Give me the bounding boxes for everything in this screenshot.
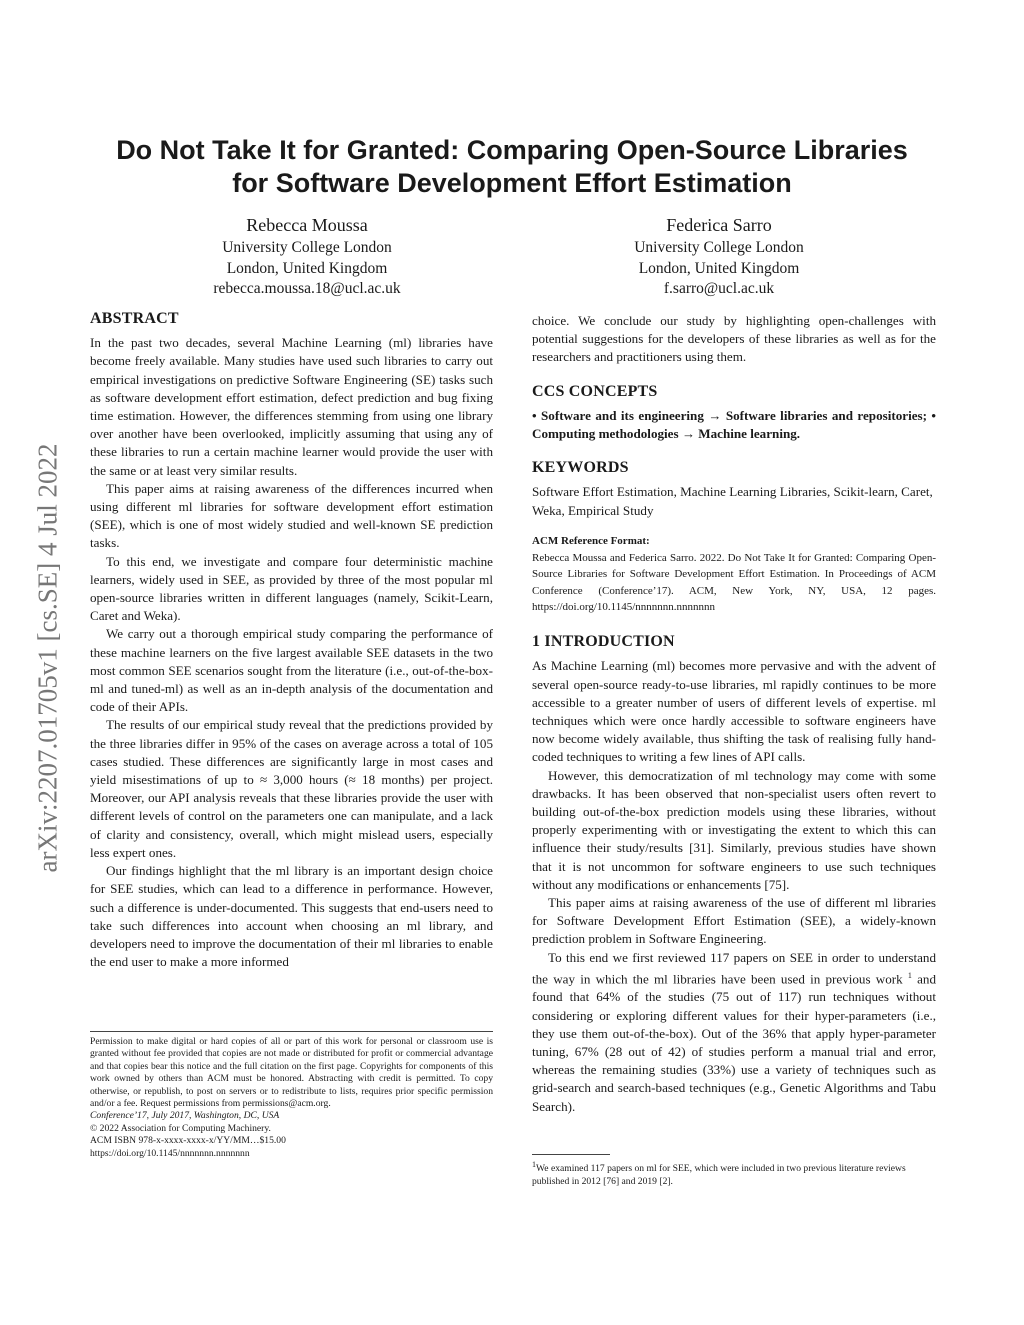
isbn-line: ACM ISBN 978-x-xxxx-xxxx-x/YY/MM…$15.00 — [90, 1135, 286, 1147]
abstract-paragraph: We carry out a thorough empirical study comparing the performance of these machine learners on the five largest available SEE datasets in the two most common SEE scenarios sought from the literature (i.e., out-of-the-box-ml and tuned-ml) as well as an in-depth analysis of the documentation and code of their APIs. — [90, 626, 493, 715]
abstract-paragraph: The results of our empirical study reveal that the predictions provided by the three libraries differ in 95% of the cases on average across a total of 105 cases studied. These differences are significantly large in most cases and yield misestimations of up to ≈ 3,000 hours (≈ 18 months) per project. Moreover, our API analysis reveals that these libraries provide the user with different levels of control on the parameters one can manipulate, and a lack of clarity and consistency, overall, which might mislead users, especially less expert ones. — [90, 717, 493, 860]
footnote-rule — [532, 1154, 610, 1155]
ccs-heading: CCS CONCEPTS — [532, 382, 658, 400]
author-location: London, United Kingdom — [226, 259, 388, 277]
author-block — [569, 214, 869, 300]
keywords-heading: KEYWORDS — [532, 459, 629, 477]
author-name: Rebecca Moussa — [246, 215, 368, 235]
intro-paragraph: As Machine Learning (ml) becomes more pervasive and with the advent of several open-source ready-to-use libraries, ml rapidly continues to be more accessible to a greater number of users of different levels of expertise. ml techniques which were once hardly accessible to software engineers have now become widely available, thus shifting the task of realising fully hand-coded techniques to writing a few lines of API calls. — [532, 658, 936, 765]
footnote — [532, 1154, 936, 1188]
right-column — [532, 312, 936, 1116]
acm-ref-heading: ACM Reference Format: — [532, 534, 650, 547]
intro-p4-end: and found that 64% of the studies (75 out of 117) run techniques without considering or exploring different values for their hyper-parameters (i.e., they use them out-of-the-box). Out of the 36% that apply hyper-parameter tuning, 67% (28 out of 42) of studies perform a manual trial and error, whereas the remaining studies (33%) use a variety of techniques such as grid-search and search-based techniques (e.g., Genetic Algorithms and Tabu Search). — [532, 971, 936, 1114]
conference-line: Conference’17, July 2017, Washington, DC, USA — [90, 1110, 280, 1122]
footnote-rule — [90, 1031, 493, 1032]
intro-p4-start: To this end we first reviewed 117 papers on SEE in order to understand the way in which the ml libraries have been used in previous work — [532, 949, 936, 987]
permission-block — [90, 1031, 493, 1160]
keywords-text: Software Effort Estimation, Machine Learning Libraries, Scikit-learn, Caret, Weka, Empirical Study — [532, 484, 933, 518]
intro-paragraph — [532, 949, 936, 1116]
author-email[interactable]: f.sarro@ucl.ac.uk — [663, 280, 775, 297]
doi-link[interactable]: https://doi.org/10.1145/nnnnnnn.nnnnnnn — [90, 1147, 250, 1159]
author-location: London, United Kingdom — [638, 259, 800, 277]
intro-heading: 1 INTRODUCTION — [532, 633, 675, 651]
author-affiliation: University College London — [222, 239, 392, 256]
footnote-ref[interactable]: 1 — [907, 970, 912, 980]
author-affiliation: University College London — [634, 239, 804, 256]
abstract-heading: ABSTRACT — [90, 310, 179, 327]
author-block — [157, 214, 457, 300]
title-line-2: for Software Development Effort Estimation — [232, 168, 792, 198]
footnote-mark: 1 — [532, 1160, 536, 1169]
left-column — [90, 310, 493, 971]
author-name: Federica Sarro — [666, 215, 772, 235]
arxiv-id: arXiv:2207.01705v1 [cs.SE] 4 Jul 2022 — [32, 443, 63, 872]
intro-paragraph: This paper aims at raising awareness of the use of different ml libraries for Software Development Effort Estimation (SEE), a widely-known prediction problem in Software Engineering. — [532, 895, 936, 947]
arxiv-stamp — [28, 380, 68, 935]
abstract-paragraph: In the past two decades, several Machine Learning (ml) libraries have become freely available. Many studies have used such libraries to carry out empirical investigations on predictive Software Engineering (SE) tasks such as software development effort estimation, defect prediction and bug fixing time estimation. However, the differences stemming from using one library over another have been overlooked, implicitly assuming that using any of these libraries to run a certain machine learner would provide the user with the same or at least very similar results. — [90, 335, 493, 478]
copyright-line: © 2022 Association for Computing Machinery. — [90, 1122, 271, 1134]
title-line-1: Do Not Take It for Granted: Comparing Open-Source Libraries — [116, 135, 908, 165]
author-email[interactable]: rebecca.moussa.18@ucl.ac.uk — [213, 280, 401, 297]
abstract-paragraph: To this end, we investigate and compare four deterministic machine learners, widely used in SEE, as provided by three of the most popular ml open-source libraries written in different languages (namely, Scikit-Learn, Caret and Weka). — [90, 553, 493, 624]
abstract-continuation: choice. We conclude our study by highlighting open-challenges with potential suggestions for the developers of these libraries as well as for the researchers and practitioners using them. — [532, 313, 936, 365]
footnote-text: We examined 117 papers on ml for SEE, which were included in two previous literature reviews published in 2012 [76] and 2019 [2]. — [532, 1163, 906, 1187]
acm-ref-text: Rebecca Moussa and Federica Sarro. 2022. Do Not Take It for Granted: Comparing Open-Source Libraries for Software Development Effort Estimation. In Proceedings of ACM Conference (Conference’17). ACM, New York, NY, USA, 12 pages. https://doi.org/10.1145/nnnnnnn.nnnnnnn — [532, 552, 936, 613]
ccs-concepts: • Software and its engineering → Software libraries and repositories; • Computing methodologies → Machine learning. — [532, 407, 936, 442]
permission-text: Permission to make digital or hard copies of all or part of this work for personal or classroom use is granted without fee provided that copies are not made or distributed for profit or commercial advantage and that copies bear this notice and the full citation on the first page. Copyrights for components of this work owned by others than ACM must be honored. Abstracting with credit is permitted. To copy otherwise, or republish, to post on servers or to redistribute to lists, requires prior specific permission and/or a fee. Request permissions from permissions@acm.org. — [90, 1036, 493, 1110]
intro-paragraph: However, this democratization of ml technology may come with some drawbacks. It has been observed that non-specialist users often revert to building out-of-the-box prediction models using these libraries, without properly experimenting with or investigating the extent to which this can influence their study/results [31]. Similarly, previous studies have shown that it is not uncommon for software engineers to use such techniques without any modifications or enhancements [75]. — [532, 767, 936, 892]
abstract-paragraph: This paper aims at raising awareness of the differences incurred when using different ml libraries for software development effort estimation (SEE), which is one of most widely studied and well-known SE prediction tasks. — [90, 480, 493, 551]
abstract-paragraph: Our findings highlight that the ml library is an important design choice for SEE studies, which can lead to a difference in performance. However, such a difference is under-documented. This suggests that end-users need to take such differences into account when choosing an ml library, and developers need to improve the documentation of their ml libraries to enable the end user to make a more informed — [90, 863, 493, 970]
paper-title — [60, 134, 964, 200]
